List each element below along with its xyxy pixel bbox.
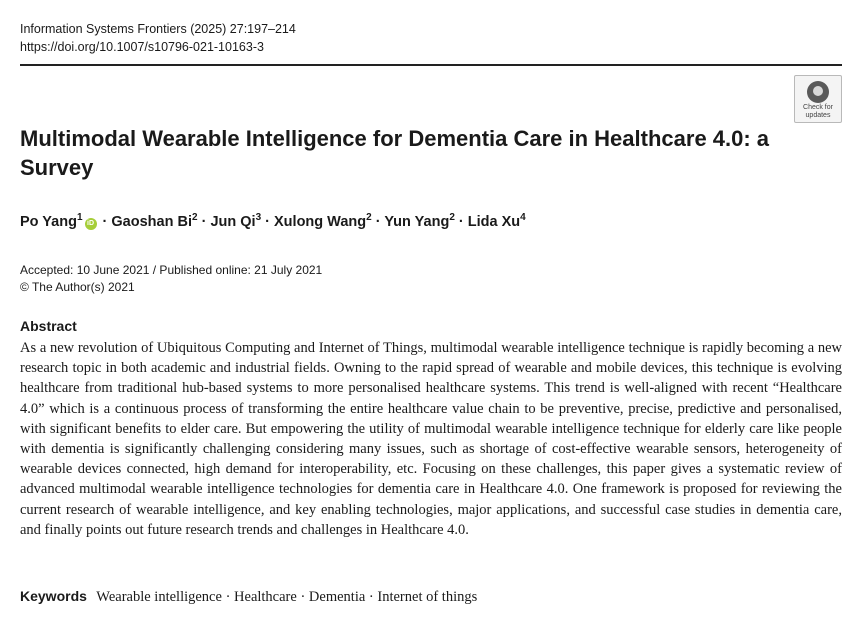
author-name[interactable]: Jun Qi	[210, 213, 256, 230]
orcid-icon[interactable]: iD	[85, 218, 97, 230]
badge-line-2: updates	[805, 111, 831, 119]
keyword: Internet of things	[377, 589, 478, 605]
author-name[interactable]: Lida Xu	[467, 213, 521, 230]
journal-header	[20, 20, 296, 56]
author-sep: ·	[458, 213, 468, 230]
author-name[interactable]: Yun Yang	[384, 213, 450, 230]
author-name[interactable]: Po Yang	[20, 213, 77, 230]
keywords-heading: Keywords	[20, 588, 87, 604]
author-sep: ·	[265, 213, 275, 230]
abstract-heading: Abstract	[20, 318, 77, 334]
badge-line-1: Check for	[803, 104, 833, 111]
check-for-updates-badge[interactable]	[794, 75, 842, 123]
author-affiliation: 4	[520, 212, 526, 223]
author-sep: ·	[102, 213, 112, 230]
author-name[interactable]: Xulong Wang	[274, 213, 367, 230]
author-affiliation: 2	[191, 212, 198, 223]
journal-citation: Information Systems Frontiers (2025) 27:197–214	[20, 22, 296, 36]
abstract-text: As a new revolution of Ubiquitous Computing and Internet of Things, multimodal wearable intelligence technique is rapidly becoming a new research topic in both academic and industrial fields. Owning to the rapid spread of wearable and mobile devices, this technique is evolving healthcare from traditional hub-based systems to more personalised healthcare systems. This trend is well-aligned with recent “Healthcare 4.0” which is a continuous process of transforming the entire healthcare value chain to be preventive, precise, predictive and personalised, with significant benefits to elder care. But empowering the utility of multimodal wearable intelligence technique for elderly care like people with dementia is significantly challenging considering many issues, such as shortage of cost-effective wearable sensors, heterogeneity of wearable devices connected, high demand for interoperability, etc. Focusing on these challenges, this paper gives a systematic review of advanced multimodal wearable intelligence technologies for dementia care in Healthcare 4.0. One framework is proposed for reviewing the current research of wearable intelligence, and key enabling technologies, major applications, and successful case studies in dementia care, and finally points out future research trends and challenges in Healthcare 4.0.	[20, 340, 842, 538]
check-updates-icon	[807, 81, 829, 103]
doi-link[interactable]: https://doi.org/10.1007/s10796-021-10163-3	[20, 40, 264, 54]
article-title: Multimodal Wearable Intelligence for Dementia Care in Healthcare 4.0: a Survey	[20, 126, 770, 180]
keyword-separator: ·	[225, 589, 235, 605]
keyword-separator: ·	[368, 589, 378, 605]
author-sep: ·	[375, 213, 385, 230]
keyword: Dementia	[308, 589, 366, 605]
keyword-separator: ·	[300, 589, 309, 605]
keyword: Healthcare	[234, 589, 297, 605]
author-affiliation: 2	[449, 212, 455, 223]
author-affiliation: 2	[366, 212, 372, 223]
header-divider	[20, 64, 842, 66]
keywords-line	[20, 588, 477, 606]
author-sep: ·	[201, 213, 211, 230]
keyword: Wearable intelligence	[96, 589, 222, 605]
author-list	[20, 212, 526, 230]
author-name[interactable]: Gaoshan Bi	[111, 213, 192, 230]
author-affiliation: 3	[255, 212, 262, 223]
copyright-line: © The Author(s) 2021	[20, 280, 135, 294]
publication-dates	[20, 262, 322, 296]
author-affiliation: 1	[76, 212, 83, 223]
accepted-published-line: Accepted: 10 June 2021 / Published online: 21 July 2021	[20, 263, 323, 277]
